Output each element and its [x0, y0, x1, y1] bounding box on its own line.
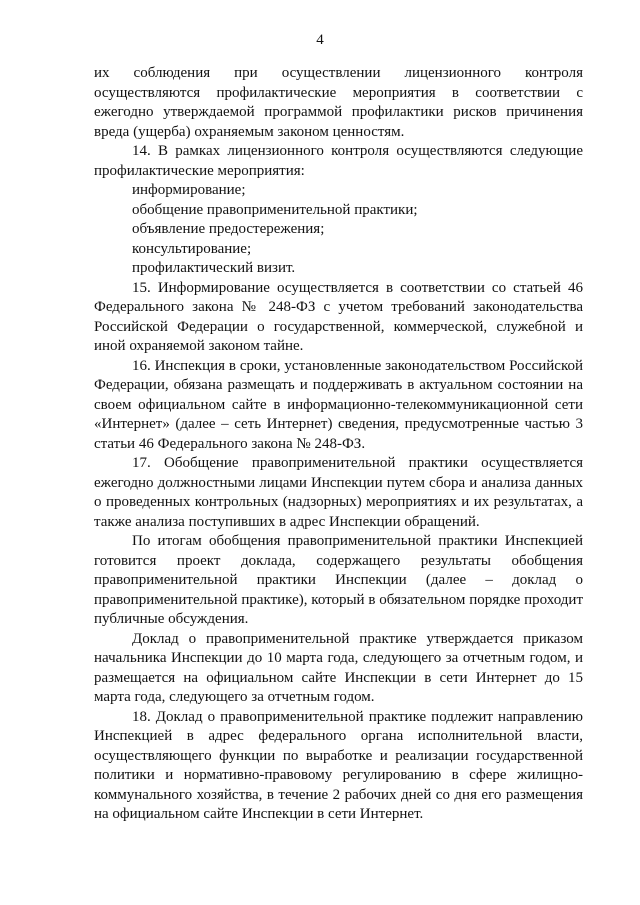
- list-item-preventive-visit: профилактический визит.: [132, 260, 296, 276]
- page-number: 4: [316, 32, 324, 48]
- list-item-informing: информирование;: [132, 182, 246, 198]
- paragraph-continuation: их соблюдения при осуществлении лицензионного контроля осуществляются профилактические мероприятия в соответствии с ежегодно утверждаемой программой профилактики рисков причинения вреда (ущерба) охраняемым законом ценностям.: [94, 65, 583, 140]
- paragraph-15: 15. Информирование осуществляется в соответствии со статьей 46 Федерального закона № 248-ФЗ с учетом требований законодательства Российской Федерации о государственной, коммерческой, служебной и иной охраняемой законом тайне.: [94, 279, 583, 354]
- paragraph-14: 14. В рамках лицензионного контроля осуществляются следующие профилактические мероприятия:: [94, 143, 583, 179]
- paragraph-18: 18. Доклад о правоприменительной практике подлежит направлению Инспекцией в адрес федерального органа исполнительной власти, осуществляющего функции по выработке и реализации государственной политики и нормативно-правовому регулированию в сфере жилищно-коммунального хозяйства, в течение 2 рабочих дней со дня его размещения на официальном сайте Инспекции в сети Интернет.: [94, 708, 583, 822]
- list-item-warning: объявление предостережения;: [132, 221, 325, 237]
- document-body: [94, 64, 583, 825]
- paragraph-17-report-approval: Доклад о правоприменительной практике утверждается приказом начальника Инспекции до 10 марта года, следующего за отчетным годом, и размещается на официальном сайте Инспекции в сети Интернет до 15 марта года, следующего за отчетным годом.: [94, 630, 583, 705]
- list-item-consulting: консультирование;: [132, 240, 252, 257]
- paragraph-17: 17. Обобщение правоприменительной практики осуществляется ежегодно должностными лицами Инспекции путем сбора и анализа данных о проведенных контрольных (надзорных) мероприятиях и их результатах, а также анализа поступивших в адрес Инспекции обращений.: [94, 455, 583, 530]
- paragraph-17-report-draft: По итогам обобщения правоприменительной практики Инспекцией готовится проект доклада, содержащего результаты обобщения правоприменительной практики Инспекции (далее – доклад о правоприменительной практике), который в обязательном порядке проходит публичные обсуждения.: [94, 533, 583, 627]
- paragraph-16: 16. Инспекция в сроки, установленные законодательством Российской Федерации, обязана размещать и поддерживать в актуальном состоянии на своем официальном сайте в информационно-телекоммуникационной сети «Интернет» (далее – сеть Интернет) сведения, предусмотренные частью 3 статьи 46 Федерального закона № 248-ФЗ.: [94, 357, 583, 452]
- list-item-practice-generalization: обобщение правоприменительной практики;: [132, 201, 418, 218]
